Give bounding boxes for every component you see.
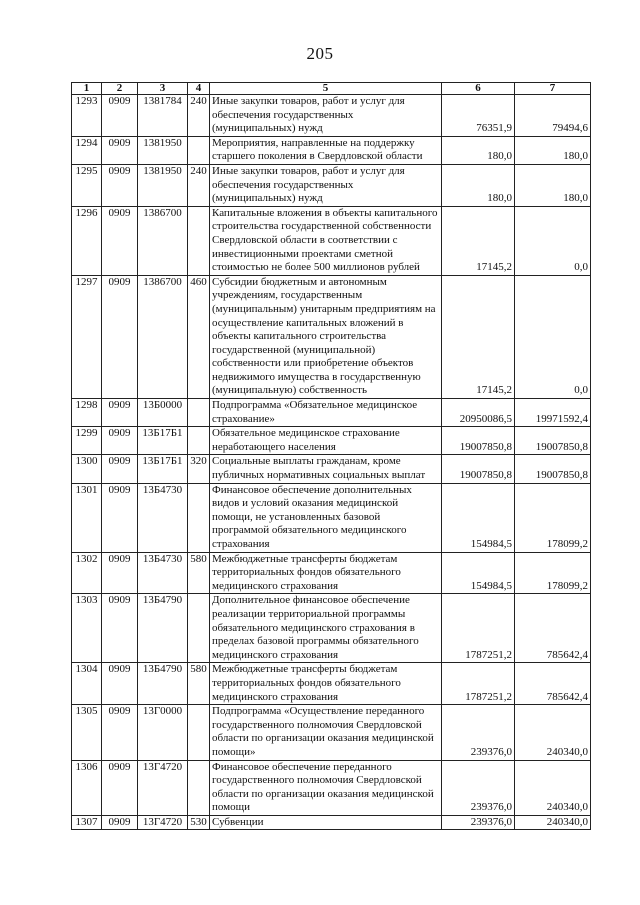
item-name: Капитальные вложения в объекты капитального строительства государственной собственности Свердловской области в соответствии с инвестиционными проектами сметной стоимостью не более 500 миллионов рублей (210, 206, 442, 275)
table-row (72, 399, 591, 427)
budget-table (71, 82, 591, 830)
target-item-code: 13Б4790 (138, 594, 188, 663)
item-name: Дополнительное финансовое обеспечение реализации территориальной программы обязательного медицинского страхования в пределах базовой программы обязательного медицинского страхования (210, 594, 442, 663)
target-item-code: 1381784 (138, 95, 188, 137)
section-code: 0909 (102, 275, 138, 398)
section-code: 0909 (102, 760, 138, 815)
amount-col-7: 240340,0 (515, 760, 591, 815)
target-item-code: 13Б4730 (138, 552, 188, 594)
row-number: 1306 (72, 760, 102, 815)
item-name: Финансовое обеспечение переданного государственного полномочия Свердловской области по организации оказания медицинской помощи (210, 760, 442, 815)
row-number: 1297 (72, 275, 102, 398)
section-code: 0909 (102, 552, 138, 594)
amount-col-6: 20950086,5 (442, 399, 515, 427)
amount-col-7: 785642,4 (515, 663, 591, 705)
item-name: Социальные выплаты гражданам, кроме публичных нормативных социальных выплат (210, 455, 442, 483)
section-code: 0909 (102, 815, 138, 830)
section-code: 0909 (102, 95, 138, 137)
amount-col-6: 1787251,2 (442, 663, 515, 705)
amount-col-6: 154984,5 (442, 483, 515, 552)
row-number: 1307 (72, 815, 102, 830)
table-row (72, 455, 591, 483)
amount-col-6: 239376,0 (442, 760, 515, 815)
item-name: Межбюджетные трансферты бюджетам территориальных фондов обязательного медицинского страхования (210, 552, 442, 594)
amount-col-7: 178099,2 (515, 552, 591, 594)
section-code: 0909 (102, 483, 138, 552)
expense-type-code (188, 136, 210, 164)
row-number: 1298 (72, 399, 102, 427)
target-item-code: 13Б4790 (138, 663, 188, 705)
expense-type-code (188, 206, 210, 275)
row-number: 1301 (72, 483, 102, 552)
page-number: 205 (306, 44, 334, 63)
target-item-code: 13Г4720 (138, 815, 188, 830)
section-code: 0909 (102, 164, 138, 206)
target-item-code: 1381950 (138, 136, 188, 164)
section-code: 0909 (102, 399, 138, 427)
table-row (72, 206, 591, 275)
amount-col-7: 19007850,8 (515, 427, 591, 455)
row-number: 1296 (72, 206, 102, 275)
item-name: Иные закупки товаров, работ и услуг для обеспечения государственных (муниципальных) нужд (210, 95, 442, 137)
target-item-code: 1386700 (138, 206, 188, 275)
table-row (72, 427, 591, 455)
target-item-code: 13Б0000 (138, 399, 188, 427)
item-name: Финансовое обеспечение дополнительных видов и условий оказания медицинской помощи, не установленных базовой программой обязательного медицинского страхования (210, 483, 442, 552)
target-item-code: 13Г0000 (138, 705, 188, 760)
column-header: 7 (515, 83, 591, 95)
section-code: 0909 (102, 663, 138, 705)
header-row (72, 83, 591, 95)
amount-col-7: 0,0 (515, 275, 591, 398)
amount-col-7: 79494,6 (515, 95, 591, 137)
amount-col-6: 19007850,8 (442, 427, 515, 455)
item-name: Межбюджетные трансферты бюджетам территориальных фондов обязательного медицинского страхования (210, 663, 442, 705)
column-header: 4 (188, 83, 210, 95)
amount-col-6: 239376,0 (442, 815, 515, 830)
amount-col-6: 17145,2 (442, 206, 515, 275)
column-header: 5 (210, 83, 442, 95)
table-row (72, 483, 591, 552)
table-row (72, 594, 591, 663)
table-row (72, 164, 591, 206)
item-name: Субсидии бюджетным и автономным учреждениям, государственным (муниципальным) унитарным предприятиям на осуществление капитальных вложений в объекты капитального строительства государственной (муниципальной) собственности или приобретение объектов недвижимого имущества в государственную (муниципальную) собственность (210, 275, 442, 398)
table-row (72, 815, 591, 830)
table-row (72, 552, 591, 594)
row-number: 1299 (72, 427, 102, 455)
column-header: 3 (138, 83, 188, 95)
amount-col-6: 154984,5 (442, 552, 515, 594)
table-row (72, 663, 591, 705)
section-code: 0909 (102, 705, 138, 760)
section-code: 0909 (102, 427, 138, 455)
row-number: 1305 (72, 705, 102, 760)
expense-type-code: 240 (188, 164, 210, 206)
expense-type-code (188, 705, 210, 760)
row-number: 1294 (72, 136, 102, 164)
amount-col-7: 178099,2 (515, 483, 591, 552)
table-row (72, 95, 591, 137)
section-code: 0909 (102, 455, 138, 483)
amount-col-7: 19971592,4 (515, 399, 591, 427)
expense-type-code (188, 427, 210, 455)
row-number: 1304 (72, 663, 102, 705)
amount-col-7: 180,0 (515, 136, 591, 164)
target-item-code: 13Г4720 (138, 760, 188, 815)
row-number: 1293 (72, 95, 102, 137)
amount-col-6: 180,0 (442, 164, 515, 206)
item-name: Иные закупки товаров, работ и услуг для обеспечения государственных (муниципальных) нужд (210, 164, 442, 206)
amount-col-7: 180,0 (515, 164, 591, 206)
expense-type-code (188, 399, 210, 427)
row-number: 1303 (72, 594, 102, 663)
item-name: Подпрограмма «Обязательное медицинское страхование» (210, 399, 442, 427)
expense-type-code (188, 483, 210, 552)
column-header: 2 (102, 83, 138, 95)
section-code: 0909 (102, 594, 138, 663)
amount-col-7: 785642,4 (515, 594, 591, 663)
column-header: 1 (72, 83, 102, 95)
table-row (72, 136, 591, 164)
target-item-code: 1386700 (138, 275, 188, 398)
expense-type-code: 580 (188, 663, 210, 705)
amount-col-6: 239376,0 (442, 705, 515, 760)
item-name: Подпрограмма «Осуществление переданного государственного полномочия Свердловской области по организации оказания медицинской помощи» (210, 705, 442, 760)
expense-type-code: 320 (188, 455, 210, 483)
amount-col-6: 76351,9 (442, 95, 515, 137)
amount-col-7: 19007850,8 (515, 455, 591, 483)
item-name: Мероприятия, направленные на поддержку старшего поколения в Свердловской области (210, 136, 442, 164)
section-code: 0909 (102, 206, 138, 275)
target-item-code: 13Б17Б1 (138, 455, 188, 483)
table-row (72, 760, 591, 815)
table-body (72, 95, 591, 830)
amount-col-7: 0,0 (515, 206, 591, 275)
table-row (72, 275, 591, 398)
target-item-code: 13Б4730 (138, 483, 188, 552)
amount-col-7: 240340,0 (515, 815, 591, 830)
amount-col-6: 17145,2 (442, 275, 515, 398)
expense-type-code (188, 594, 210, 663)
row-number: 1295 (72, 164, 102, 206)
expense-type-code: 240 (188, 95, 210, 137)
table-row (72, 705, 591, 760)
row-number: 1300 (72, 455, 102, 483)
amount-col-6: 1787251,2 (442, 594, 515, 663)
amount-col-6: 19007850,8 (442, 455, 515, 483)
expense-type-code: 460 (188, 275, 210, 398)
item-name: Обязательное медицинское страхование неработающего населения (210, 427, 442, 455)
amount-col-6: 180,0 (442, 136, 515, 164)
amount-col-7: 240340,0 (515, 705, 591, 760)
row-number: 1302 (72, 552, 102, 594)
expense-type-code: 580 (188, 552, 210, 594)
expense-type-code (188, 760, 210, 815)
expense-type-code: 530 (188, 815, 210, 830)
table-header (72, 83, 591, 95)
section-code: 0909 (102, 136, 138, 164)
item-name: Субвенции (210, 815, 442, 830)
target-item-code: 13Б17Б1 (138, 427, 188, 455)
target-item-code: 1381950 (138, 164, 188, 206)
column-header: 6 (442, 83, 515, 95)
